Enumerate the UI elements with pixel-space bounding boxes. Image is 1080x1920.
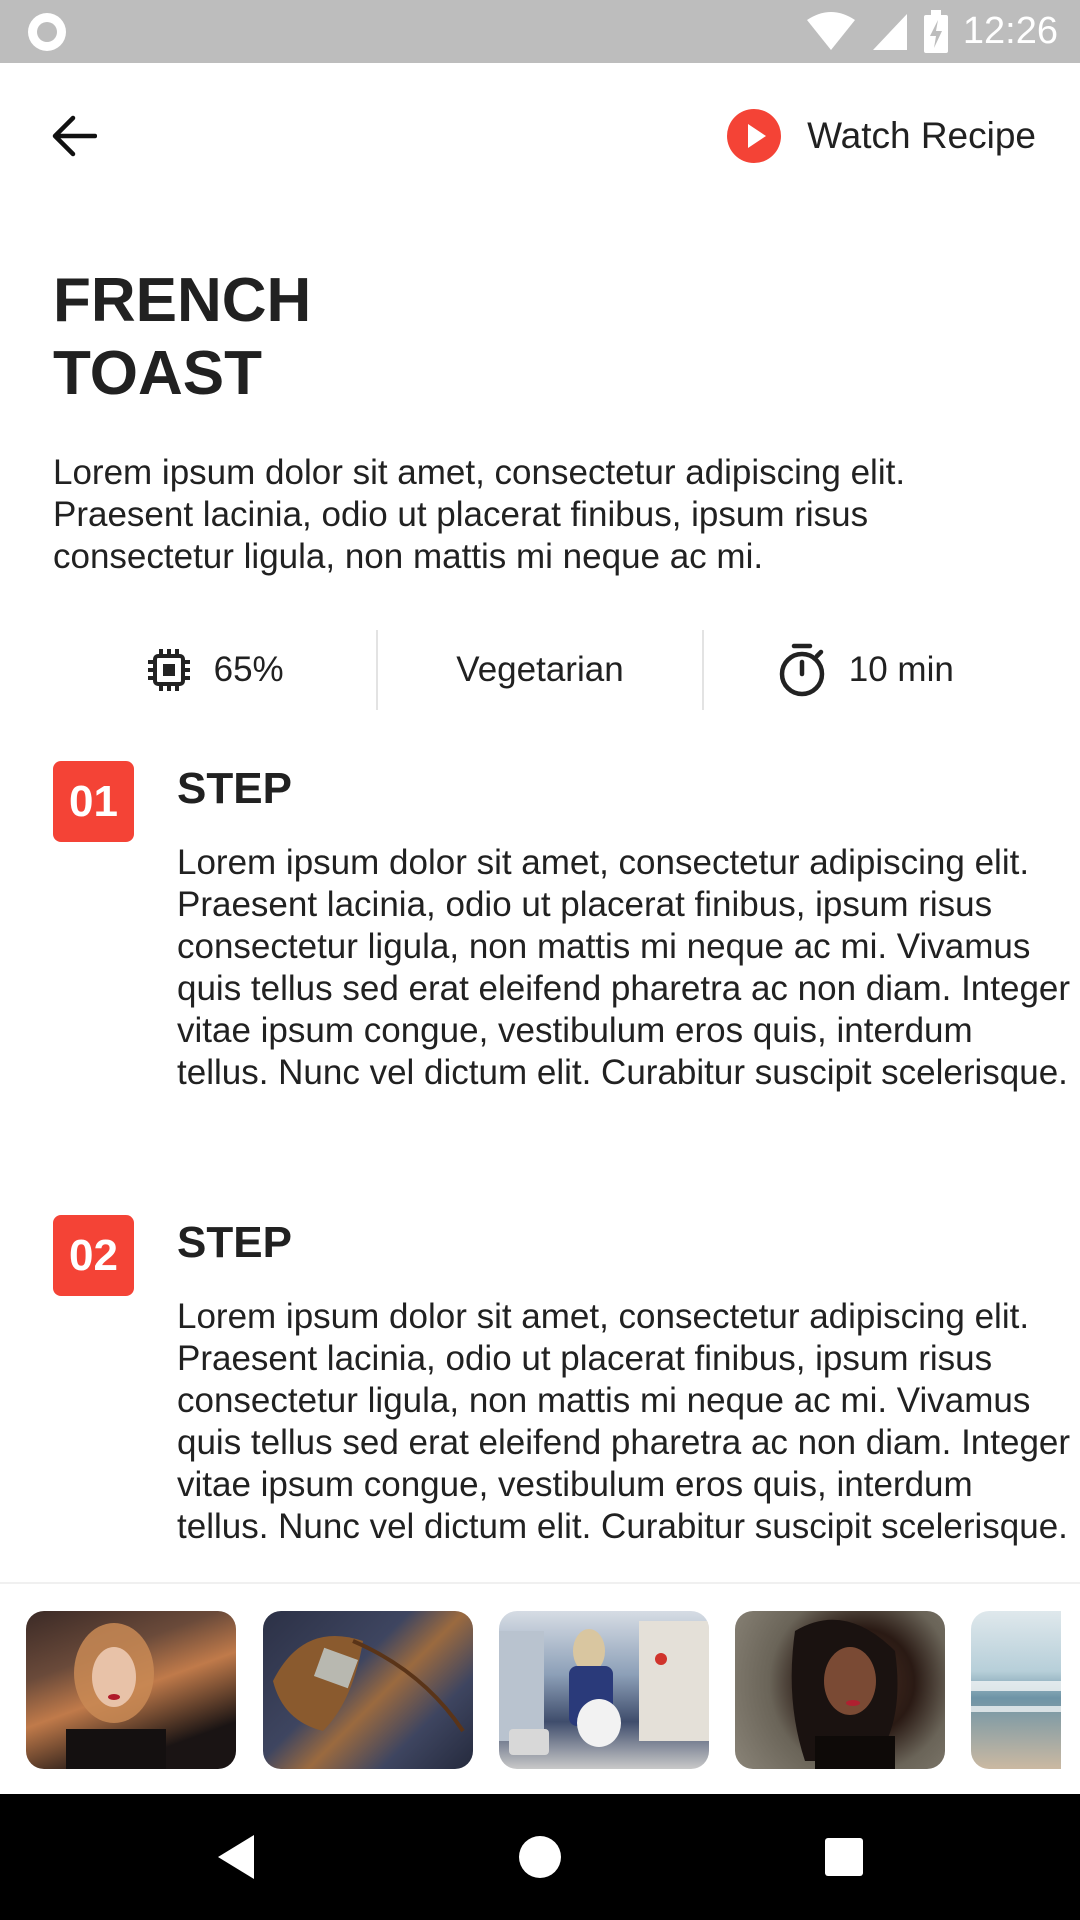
stat-diet	[378, 630, 701, 710]
play-circle-icon	[727, 109, 781, 163]
leather-bag-photo	[263, 1611, 473, 1769]
recipe-title-line-1: FRENCH	[53, 266, 312, 335]
stat-percent	[53, 630, 376, 710]
back-button[interactable]	[44, 106, 104, 166]
step-number-badge: 01	[53, 761, 134, 842]
nav-back-button[interactable]	[203, 1824, 269, 1890]
step-body: Lorem ipsum dolor sit amet, consectetur adipiscing elit. Praesent lacinia, odio ut placerat finibus, ipsum risus consectetur ligula, non mattis mi neque ac mi. Vivamus quis tellus sed erat eleifend pharetra ac non diam. Integer vitae ipsum congue, vestibulum eros quis, interdum tellus. Nunc vel dictum elit. Curabitur suscipit scelerisque.	[177, 1297, 1071, 1546]
status-time: 12:26	[962, 10, 1058, 52]
recipe-stats	[53, 630, 1027, 710]
gallery-thumbnail[interactable]	[735, 1611, 945, 1769]
battery-charging-icon	[923, 10, 949, 54]
step-number-badge: 02	[53, 1215, 134, 1296]
nav-recents-button[interactable]	[811, 1824, 877, 1890]
stat-diet-value: Vegetarian	[456, 650, 624, 689]
wifi-icon	[805, 12, 857, 52]
stat-percent-value: 65%	[213, 650, 284, 689]
step-body: Lorem ipsum dolor sit amet, consectetur adipiscing elit. Praesent lacinia, odio ut placerat finibus, ipsum risus consectetur ligula, non mattis mi neque ac mi. Vivamus quis tellus sed erat eleifend pharetra ac non diam. Integer vitae ipsum congue, vestibulum eros quis, interdum tellus. Nunc vel dictum elit. Curabitur suscipit scelerisque.	[177, 843, 1071, 1092]
arrow-back-icon	[51, 115, 97, 157]
status-bar	[0, 0, 1080, 63]
portrait-photo	[26, 1611, 236, 1769]
gallery-thumbnail[interactable]	[499, 1611, 709, 1769]
gallery-thumbnail[interactable]	[971, 1611, 1061, 1769]
portrait-photo	[735, 1611, 945, 1769]
stat-time	[704, 630, 1027, 710]
street-shopper-photo	[499, 1611, 709, 1769]
nav-home-button[interactable]	[507, 1824, 573, 1890]
timer-icon	[777, 643, 827, 697]
beach-photo	[971, 1611, 1061, 1769]
step-heading: STEP	[177, 1218, 292, 1267]
signal-icon	[871, 12, 909, 52]
gallery-thumbnail[interactable]	[26, 1611, 236, 1769]
system-nav-bar	[0, 1794, 1080, 1920]
steps-list[interactable]	[0, 740, 1080, 1582]
recipe-title-line-2: TOAST	[53, 339, 262, 408]
nav-back-icon	[214, 1833, 258, 1881]
nav-home-icon	[517, 1834, 563, 1880]
nav-recents-icon	[823, 1836, 865, 1878]
watch-recipe-label: Watch Recipe	[807, 115, 1036, 156]
recipe-title	[53, 264, 653, 410]
notification-dot-icon	[28, 13, 66, 51]
recipe-description: Lorem ipsum dolor sit amet, consectetur adipiscing elit. Praesent lacinia, odio ut placerat finibus, ipsum risus consectetur ligula, non mattis mi neque ac mi.	[53, 453, 906, 576]
stat-time-value: 10 min	[848, 650, 954, 689]
photo-gallery[interactable]	[0, 1582, 1080, 1794]
chip-icon	[146, 647, 192, 693]
watch-recipe-button[interactable]	[727, 106, 1036, 166]
status-icons	[805, 0, 1058, 63]
gallery-thumbnail[interactable]	[263, 1611, 473, 1769]
step-heading: STEP	[177, 764, 292, 813]
